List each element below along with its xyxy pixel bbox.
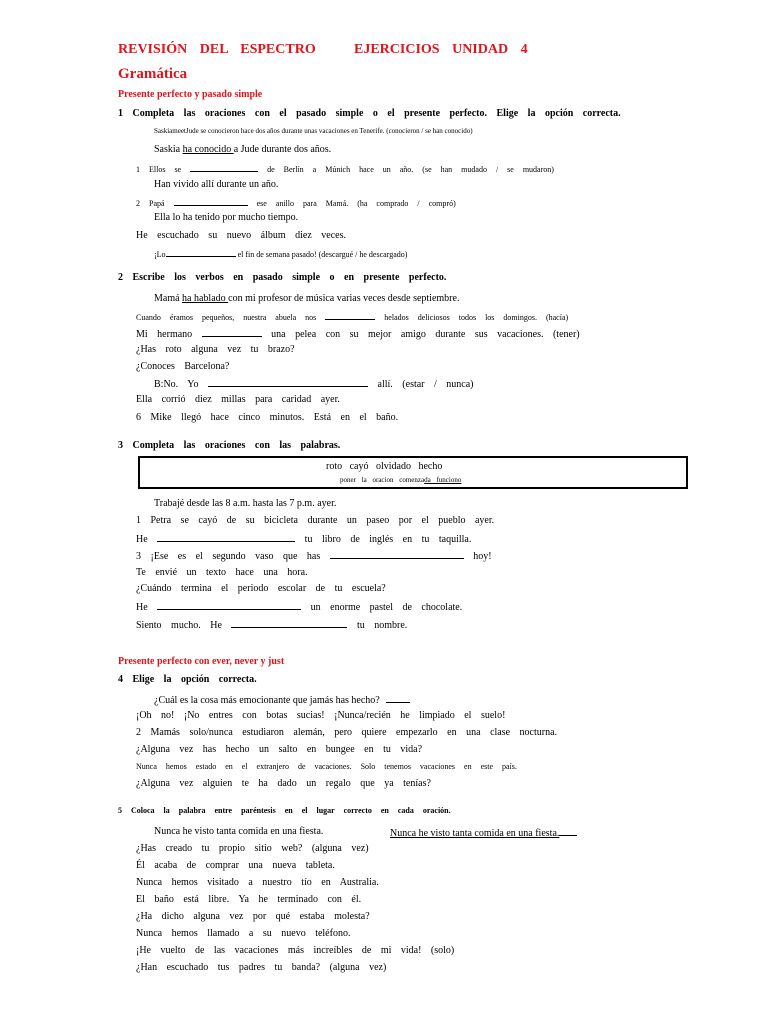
ex2-example: Mamá ha hablado con mi profesor de música varias veces desde septiembre. — [154, 293, 460, 304]
ex2-blank-1[interactable] — [325, 311, 375, 320]
ex3-line-5: ¿Cuándo termina el periodo escolar de tu escuela? — [136, 583, 386, 594]
header-left: REVISIÓN DEL ESPECTRO — [118, 42, 316, 57]
ex3-title: 3 Completa las oraciones con las palabras. — [118, 440, 341, 451]
ex1-blank-3[interactable] — [166, 248, 236, 257]
ex2-line-6: Ella corrió diez millas para caridad ayer. — [136, 394, 340, 405]
ex4-line-5: ¿Alguna vez alguien te ha dado un regalo que ya tenías? — [136, 778, 431, 789]
ex3-line-7: Siento mucho. He tu nombre. — [136, 620, 408, 631]
ex1-example-prompt: SaskiameetJude se conocieron hace dos años durante unas vacaciones en Tenerife. (conocieron / se han conocido) — [154, 127, 473, 135]
ex3-line-1: 1 Petra se cayó de su bicicleta durante un paseo por el pueblo ayer. — [136, 515, 495, 526]
header-right: EJERCICIOS UNIDAD 4 — [354, 42, 528, 57]
ex1-line-4: Ella lo ha tenido por mucho tiempo. — [154, 212, 299, 223]
ex4-line-0: ¿Cuál es la cosa más emocionante que jamás has hecho? — [154, 694, 410, 706]
ex1-line-3: 2 Papá ese anillo para Mamá. (ha comprado / compró) — [136, 199, 456, 208]
ex1-line-5: He escuchado su nuevo álbum diez veces. — [136, 230, 346, 241]
ex5-line-2: Él acaba de comprar una nueva tableta. — [136, 860, 335, 871]
ex5-example-right: Nunca he visto tanta comida en una fiesta. — [390, 827, 577, 839]
ex5-line-5: ¿Ha dicho alguna vez por qué estaba molesta? — [136, 911, 370, 922]
ex4-line-2: 2 Mamás solo/nunca estudiaron alemán, pero quiere empezarlo en una clase nocturna. — [136, 727, 558, 738]
ex2-blank-2[interactable] — [202, 328, 262, 337]
word-box — [138, 456, 688, 489]
ex1-line-1: 1 Ellos se de Berlín a Múnich hace un año. (se han mudado / se mudaron) — [136, 165, 554, 174]
ex5-line-8: ¿Han escuchado tus padres tu banda? (alguna vez) — [136, 962, 387, 973]
ex3-line-4: Te envié un texto hace una hora. — [136, 567, 308, 578]
ex4-title: 4 Elige la opción correcta. — [118, 674, 257, 685]
ex2-line-2: Mi hermano una pelea con su mejor amigo durante sus vacaciones. (tener) — [136, 329, 580, 340]
ex4-blank-1[interactable] — [386, 694, 410, 703]
ex5-line-3: Nunca hemos visitado a nuestro tío en Australia. — [136, 877, 379, 888]
word-box-line-2: poner la oracion comenzada funciono — [340, 476, 462, 484]
word-box-line-1: roto cayó olvidado hecho — [326, 461, 443, 472]
ex2-blank-3[interactable] — [208, 378, 368, 387]
part1-heading: Presente perfecto y pasado simple — [118, 89, 263, 100]
ex4-line-3: ¿Alguna vez has hecho un salto en bungee en tu vida? — [136, 744, 423, 755]
ex3-blank-2[interactable] — [330, 550, 464, 559]
ex2-line-5: B:No. Yo allí. (estar / nunca) — [154, 379, 474, 390]
ex3-line-6: He un enorme pastel de chocolate. — [136, 602, 463, 613]
ex1-blank-1[interactable] — [190, 163, 258, 172]
ex5-example-left: Nunca he visto tanta comida en una fiesta. — [154, 826, 324, 837]
section-title: Gramática — [118, 66, 188, 82]
ex2-line-4: ¿Conoces Barcelona? — [136, 361, 230, 372]
part2-heading: Presente perfecto con ever, never y just — [118, 656, 285, 667]
ex4-line-4: Nunca hemos estado en el extranjero de vacaciones. Solo tenemos vacaciones en este país. — [136, 762, 517, 771]
ex3-line-3: 3 ¡Ese es el segundo vaso que has hoy! — [136, 551, 492, 562]
ex2-line-1: Cuando éramos pequeños, nuestra abuela nos helados deliciosos todos los domingos. (hacía) — [136, 313, 569, 322]
ex2-line-3: ¿Has roto alguna vez tu brazo? — [136, 344, 295, 355]
ex3-blank-1[interactable] — [157, 533, 295, 542]
ex1-title: 1 Completa las oraciones con el pasado simple o el presente perfecto. Elige la opción correcta. — [118, 108, 621, 119]
ex3-blank-3[interactable] — [157, 601, 301, 610]
ex1-blank-2[interactable] — [174, 197, 248, 206]
ex5-line-1: ¿Has creado tu propio sitio web? (alguna vez) — [136, 843, 369, 854]
ex3-line-2: He tu libro de inglés en tu taquilla. — [136, 534, 472, 545]
ex5-line-6: Nunca hemos llamado a su nuevo teléfono. — [136, 928, 351, 939]
ex1-line-6: ¡Lo el fin de semana pasado! (descargué / he descargado) — [154, 250, 408, 259]
ex5-line-7: ¡He vuelto de las vacaciones más increíbles de mi vida! (solo) — [136, 945, 455, 956]
ex3-example: Trabajé desde las 8 a.m. hasta las 7 p.m. ayer. — [154, 498, 337, 509]
ex1-line-2: Han vivido allí durante un año. — [154, 179, 279, 190]
ex5-line-4: El baño está libre. Ya he terminado con él. — [136, 894, 362, 905]
ex5-title: 5 Coloca la palabra entre paréntesis en el lugar correcto en cada oración. — [118, 806, 451, 815]
ex2-line-7: 6 Mike llegó hace cinco minutos. Está en el baño. — [136, 412, 399, 423]
ex1-example-answer: Saskia ha conocido a Jude durante dos años. — [154, 144, 332, 155]
ex2-title: 2 Escribe los verbos en pasado simple o en presente perfecto. — [118, 272, 447, 283]
ex4-line-1: ¡Oh no! ¡No entres con botas sucias! ¡Nunca/recién he limpiado el suelo! — [136, 710, 506, 721]
ex3-blank-4[interactable] — [231, 619, 347, 628]
